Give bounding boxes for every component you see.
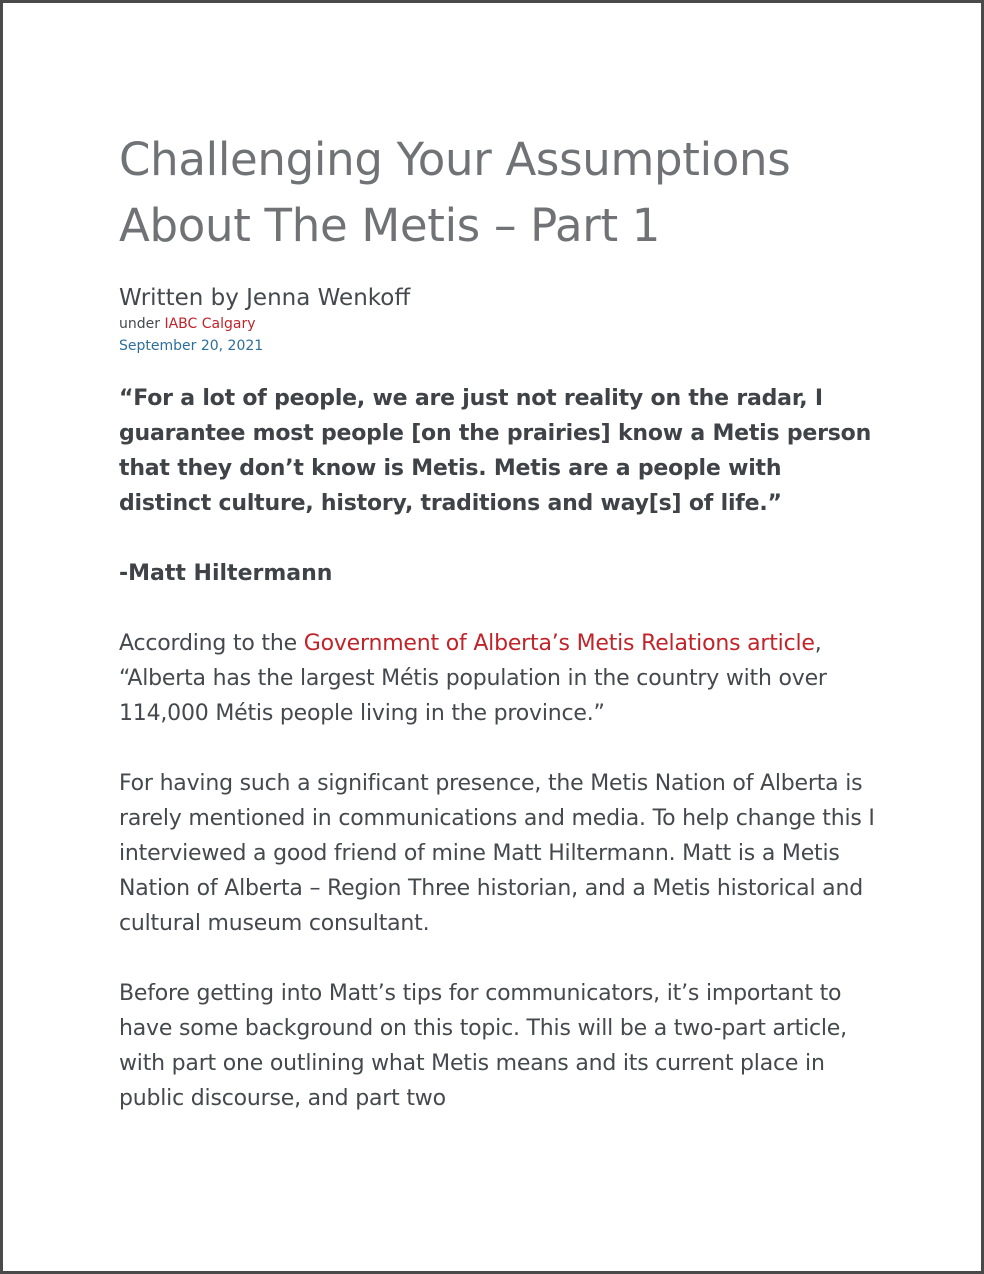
- article-date: September 20, 2021: [119, 338, 264, 354]
- category-line: [119, 314, 879, 334]
- metis-relations-link[interactable]: Government of Alberta’s Metis Relations article: [303, 631, 815, 656]
- article: [119, 127, 879, 1116]
- paragraph-3: Before getting into Matt’s tips for communicators, it’s important to have some background on this topic. This will be a two-part article, with part one outlining what Metis means and its current place in public discourse, and part two: [119, 981, 847, 1111]
- quote-attribution: -Matt Hiltermann: [119, 561, 333, 586]
- article-title: Challenging Your Assumptions About The Metis – Part 1: [119, 133, 791, 252]
- article-byline: Written by Jenna Wenkoff: [119, 285, 411, 311]
- paragraph-1: [119, 626, 879, 731]
- paragraph-1-suffix: , “Alberta has the largest Métis population in the country with over 114,000 Métis people living in the province.”: [119, 631, 827, 726]
- pull-quote: “For a lot of people, we are just not reality on the radar, I guarantee most people [on the prairies] know a Metis person that they don’t know is Metis. Metis are a people with distinct culture, history, traditions and way[s] of life.”: [119, 386, 872, 516]
- category-link[interactable]: IABC Calgary: [164, 316, 256, 332]
- paragraph-2: For having such a significant presence, the Metis Nation of Alberta is rarely mentioned in communications and media. To help change this I interviewed a good friend of mine Matt Hiltermann. Matt is a Metis Nation of Alberta – Region Three historian, and a Metis historical and cultural museum consultant.: [119, 771, 875, 936]
- paragraph-1-prefix: According to the: [119, 631, 304, 656]
- category-prefix: under: [119, 316, 165, 332]
